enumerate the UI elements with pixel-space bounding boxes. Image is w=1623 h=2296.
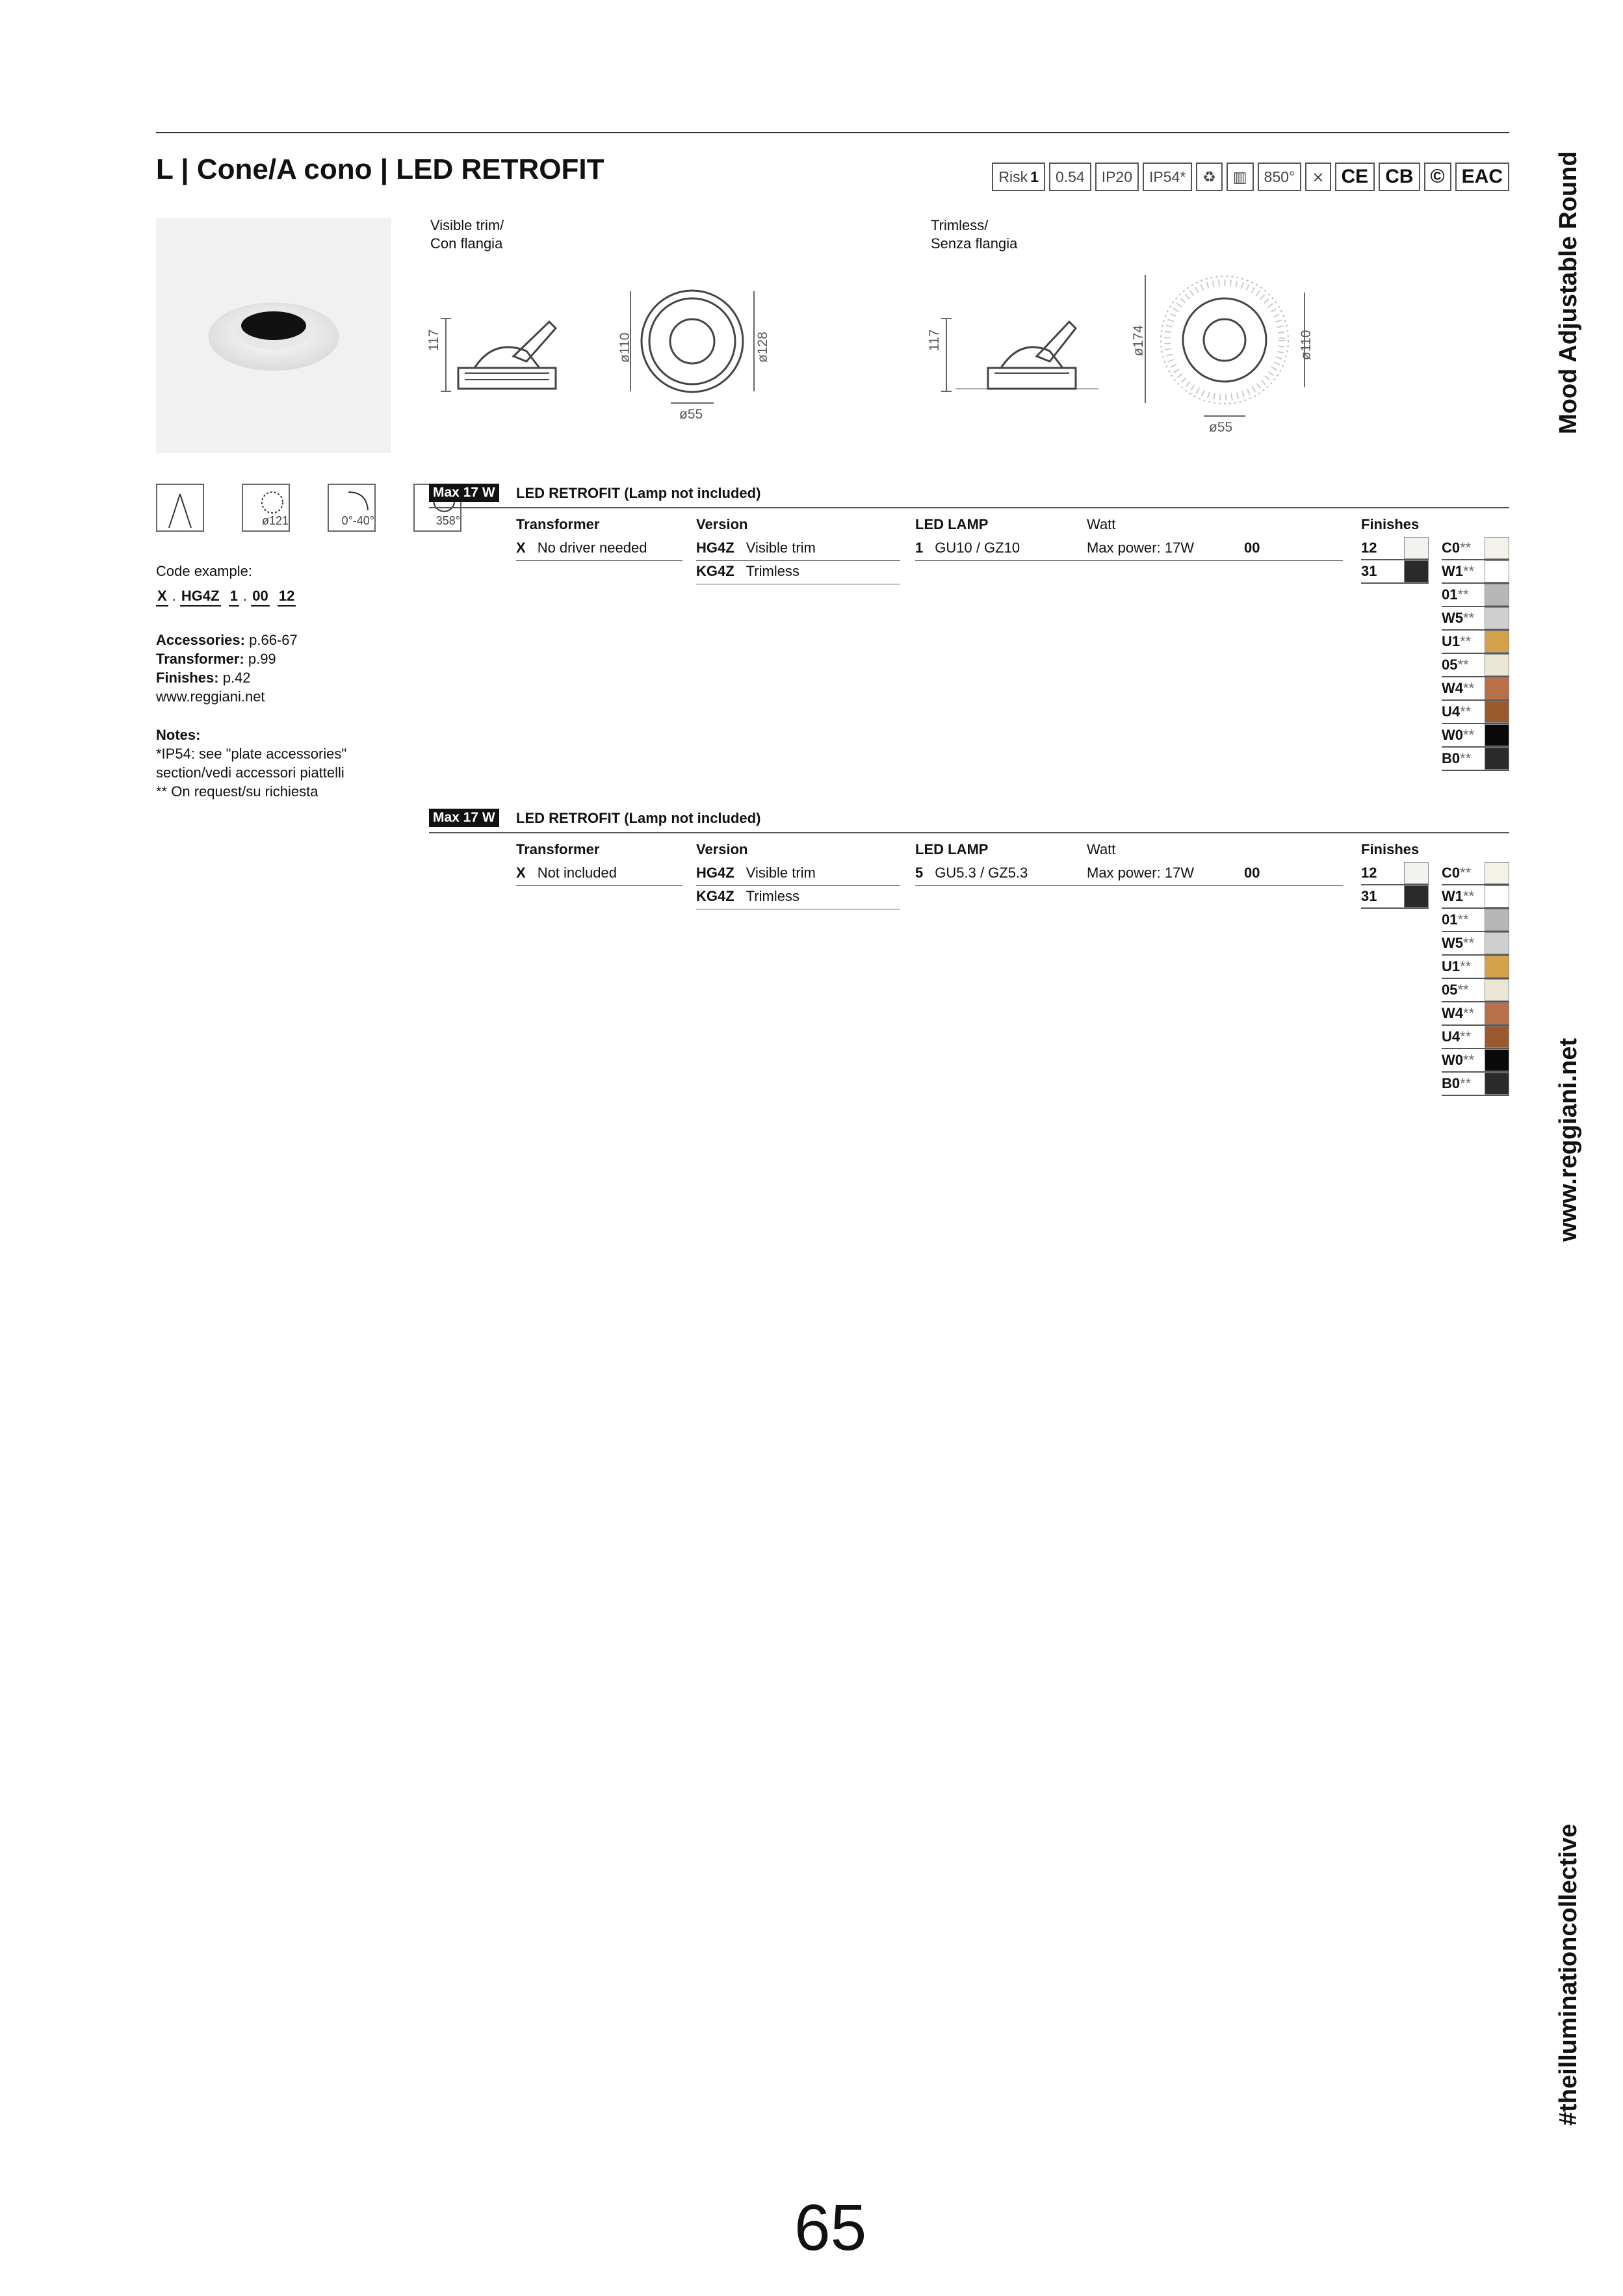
on-request-mark: ** (1457, 982, 1469, 998)
transformer-code: X (516, 865, 526, 881)
finish-code-text: U1 (1442, 958, 1461, 974)
code-part: 00 (251, 586, 269, 607)
optional-finish-swatch (1485, 885, 1509, 907)
optional-finish-swatch (1485, 631, 1509, 653)
version-cell (696, 540, 816, 556)
product-photo (156, 218, 391, 453)
cert-badge-text: © (1430, 166, 1445, 187)
watt-cell: Max power: 17W (1087, 865, 1195, 881)
col-finishes: Finishes (1361, 841, 1420, 857)
cert-badge (1305, 163, 1331, 191)
version-cell (696, 888, 799, 905)
lamp-code: 1 (915, 540, 924, 556)
trimless-inner-dim: ø110 (1299, 330, 1314, 360)
finish-code-text: 05 (1442, 982, 1458, 998)
note-ip54-2: section/vedi accessori piattelli (156, 764, 344, 781)
on-request-mark: ** (1463, 680, 1475, 696)
finish-code-text: W1 (1442, 888, 1463, 904)
on-request-mark: ** (1463, 727, 1475, 743)
cert-badge-text: CE (1341, 166, 1369, 187)
on-request-mark: ** (1460, 750, 1472, 766)
optional-finish-row (1442, 885, 1509, 909)
optional-finish-code (1442, 982, 1485, 998)
finish-code-text: W1 (1442, 563, 1463, 579)
optional-finish-code (1442, 1075, 1485, 1092)
on-request-mark: ** (1460, 1075, 1472, 1091)
cert-badge-text: ▥ (1232, 168, 1247, 185)
optional-finish-code (1442, 657, 1485, 673)
col-transformer: Transformer (516, 516, 600, 532)
finish-code-text: 01 (1442, 911, 1458, 928)
on-request-mark: ** (1463, 1005, 1475, 1021)
beam-icon (156, 484, 204, 532)
optional-finish-swatch (1485, 932, 1509, 954)
lamp-underline (915, 885, 1248, 886)
cert-badge (1455, 163, 1509, 191)
trimless-hole-dim: ø55 (1209, 420, 1233, 435)
optional-finish-code (1442, 1028, 1485, 1045)
section-title: LED RETROFIT (Lamp not included) (516, 810, 761, 826)
version-desc: Trimless (746, 888, 799, 904)
optional-finish-row (1442, 932, 1509, 956)
website-link[interactable]: www.reggiani.net (156, 688, 265, 705)
optional-finish-row (1442, 862, 1509, 885)
optional-finish-swatch (1485, 537, 1509, 559)
optional-finish-code (1442, 680, 1485, 697)
optional-finish-swatch (1485, 909, 1509, 931)
transformer-underline (516, 885, 682, 886)
transformer-label: Transformer: (156, 651, 244, 667)
optional-finish-row (1442, 701, 1509, 724)
optional-finish-code (1442, 563, 1485, 580)
version-code: HG4Z (696, 540, 734, 556)
std-finish-code: 12 (1361, 865, 1377, 881)
finish-code-text: 01 (1442, 586, 1458, 603)
cert-badge-text: ♻ (1202, 168, 1216, 185)
on-request-mark: ** (1463, 1052, 1475, 1068)
section-title: LED RETROFIT (Lamp not included) (516, 485, 761, 501)
cert-badge (1424, 163, 1451, 191)
optional-finish-code (1442, 865, 1485, 881)
lamp-underline (915, 560, 1248, 561)
finish-code-text: W0 (1442, 1052, 1463, 1068)
finish-code-text: U4 (1442, 1028, 1461, 1045)
visible-inner-dim: ø110 (617, 332, 632, 363)
optional-finish-swatch (1485, 1026, 1509, 1048)
version-code: KG4Z (696, 888, 734, 904)
visible-trim-label: Visible trim/ Con flangia (430, 217, 504, 252)
optional-finish-code (1442, 703, 1485, 720)
optional-finish-row (1442, 654, 1509, 677)
lamp-cell (915, 865, 1028, 881)
transformer-cell (516, 540, 647, 556)
cert-badge-text: 850° (1264, 168, 1295, 185)
optional-finish-swatch (1485, 560, 1509, 582)
std-finish-row (1361, 885, 1429, 909)
optional-finish-row (1442, 677, 1509, 701)
std-finish-code: 12 (1361, 540, 1377, 556)
code-part: X (156, 586, 168, 607)
std-finish-row (1361, 560, 1429, 584)
cert-badge (1258, 163, 1302, 191)
rotation-label: 358° (435, 514, 460, 527)
finish-code-text: W4 (1442, 680, 1463, 696)
top-rule (156, 132, 1509, 133)
optional-finish-swatch (1485, 956, 1509, 978)
optional-finish-row (1442, 748, 1509, 771)
optional-finish-row (1442, 956, 1509, 979)
optional-finish-code (1442, 935, 1485, 952)
optional-finish-code (1442, 1005, 1485, 1022)
sidebar-product-name: Mood Adjustable Round (1555, 151, 1582, 434)
lamp-code: 5 (915, 865, 924, 881)
optional-finish-row (1442, 537, 1509, 560)
lamp-cell (915, 540, 1020, 556)
std-finish-code: 31 (1361, 888, 1377, 904)
note-on-request: ** On request/su richiesta (156, 783, 318, 800)
optional-finish-swatch (1485, 584, 1509, 606)
option-underline (1244, 885, 1343, 886)
on-request-mark: ** (1463, 563, 1475, 579)
optional-finish-code (1442, 1052, 1485, 1069)
optional-finish-swatch (1485, 1049, 1509, 1071)
lamp-desc: GU5.3 / GZ5.3 (935, 865, 1028, 881)
page-title: L | Cone/A cono | LED RETROFIT (156, 153, 604, 185)
cutout-label: ø121 (261, 514, 289, 527)
sidebar-website: www.reggiani.net (1555, 1037, 1582, 1242)
optional-finish-row (1442, 607, 1509, 631)
trimless-label: Trimless/ Senza flangia (931, 217, 1018, 252)
optional-finish-row (1442, 631, 1509, 654)
optional-finish-swatch (1485, 607, 1509, 629)
trimless-outer-dim: ø174 (1131, 325, 1146, 356)
finishes-value: p.42 (222, 670, 251, 686)
code-example: X . HG4Z 1 . 00 12 (156, 586, 300, 607)
finish-code-text: W5 (1442, 610, 1463, 626)
optional-finish-code (1442, 610, 1485, 627)
finish-code-text: W4 (1442, 1005, 1463, 1021)
on-request-mark: ** (1463, 610, 1475, 626)
std-finish-code: 31 (1361, 563, 1377, 579)
transformer-desc: No driver needed (537, 540, 647, 556)
on-request-mark: ** (1460, 865, 1472, 881)
cert-badge (1379, 163, 1420, 191)
transformer-underline (516, 560, 682, 561)
version-underline (696, 885, 900, 886)
on-request-mark: ** (1463, 888, 1475, 904)
max-power-badge: Max 17 W (429, 809, 499, 827)
cert-badge (1049, 163, 1091, 191)
optional-finish-row (1442, 1073, 1509, 1096)
col-version: Version (696, 516, 748, 532)
optional-finish-code (1442, 633, 1485, 650)
optional-finish-swatch (1485, 724, 1509, 746)
on-request-mark: ** (1460, 633, 1472, 649)
transformer-desc: Not included (537, 865, 617, 881)
optional-finish-row (1442, 724, 1509, 748)
on-request-mark: ** (1460, 703, 1472, 720)
finish-code-text: B0 (1442, 1075, 1461, 1091)
visible-trim-side-drawing (429, 306, 565, 400)
trimless-side-drawing (929, 306, 1105, 400)
finish-code-text: U1 (1442, 633, 1461, 649)
code-part: 1 (229, 586, 239, 607)
cert-badge-value: 1 (1030, 168, 1039, 185)
col-led-lamp: LED LAMP (915, 516, 989, 532)
version-desc: Trimless (746, 563, 799, 579)
visible-hole-dim: ø55 (679, 407, 703, 422)
cert-badge-text: Risk (998, 168, 1028, 185)
trimless-height-dim: 117 (927, 329, 942, 351)
accessories-value: p.66-67 (249, 632, 298, 648)
version-code: KG4Z (696, 563, 734, 579)
tilt-icon (328, 484, 376, 532)
optional-finish-code (1442, 888, 1485, 905)
cert-badge-text: EAC (1461, 166, 1503, 187)
optional-finish-row (1442, 1026, 1509, 1049)
optional-finish-code (1442, 911, 1485, 928)
reference-info (156, 631, 298, 706)
version-desc: Visible trim (746, 865, 816, 881)
visible-outer-dim: ø128 (755, 332, 770, 363)
optional-finish-code (1442, 540, 1485, 556)
cert-badge-text: 0.54 (1055, 168, 1085, 185)
cert-badge-text: IP54* (1149, 168, 1186, 185)
section-rule (429, 832, 1509, 833)
std-finish-row (1361, 862, 1429, 885)
col-version: Version (696, 841, 748, 857)
certification-badges (992, 163, 1509, 191)
code-example-label: Code example: (156, 563, 252, 579)
optional-finish-code (1442, 727, 1485, 744)
option-cell: 00 (1244, 540, 1260, 556)
transformer-code: X (516, 540, 526, 556)
col-led-lamp: LED LAMP (915, 841, 989, 857)
std-finish-swatch (1404, 862, 1429, 884)
cert-badge (1227, 163, 1254, 191)
accessories-label: Accessories: (156, 632, 245, 648)
note-ip54-1: *IP54: see "plate accessories" (156, 746, 347, 762)
finishes-label: Finishes: (156, 670, 219, 686)
max-power-badge: Max 17 W (429, 484, 499, 502)
optional-finish-row (1442, 560, 1509, 584)
optional-finish-swatch (1485, 654, 1509, 676)
on-request-mark: ** (1463, 935, 1475, 951)
finish-code-text: C0 (1442, 865, 1461, 881)
on-request-mark: ** (1457, 911, 1469, 928)
code-part: HG4Z (180, 586, 221, 607)
cert-badge-text: ⨯ (1312, 168, 1325, 185)
optional-finish-row (1442, 979, 1509, 1002)
finish-code-text: B0 (1442, 750, 1461, 766)
code-part: 12 (278, 586, 296, 607)
transformer-value: p.99 (248, 651, 276, 667)
version-desc: Visible trim (746, 540, 816, 556)
optional-finish-row (1442, 909, 1509, 932)
page-number: 65 (794, 2191, 867, 2264)
std-finish-swatch (1404, 885, 1429, 907)
col-watt: Watt (1087, 516, 1116, 532)
visible-trim-front-drawing (624, 280, 767, 413)
watt-cell: Max power: 17W (1087, 540, 1195, 556)
col-watt: Watt (1087, 841, 1116, 857)
notes (156, 725, 346, 801)
std-finish-swatch (1404, 560, 1429, 582)
finish-code-text: 05 (1442, 657, 1458, 673)
option-underline (1244, 560, 1343, 561)
optional-finish-swatch (1485, 677, 1509, 699)
finish-code-text: W5 (1442, 935, 1463, 951)
feature-icons (156, 484, 461, 532)
version-underline (696, 560, 900, 561)
cert-badge-text: IP20 (1101, 168, 1133, 185)
optional-finish-code (1442, 586, 1485, 603)
lamp-desc: GU10 / GZ10 (935, 540, 1020, 556)
notes-label: Notes: (156, 727, 201, 743)
finish-code-text: W0 (1442, 727, 1463, 743)
finish-code-text: C0 (1442, 540, 1461, 556)
section-rule (429, 507, 1509, 508)
on-request-mark: ** (1460, 1028, 1472, 1045)
cert-badge (992, 163, 1045, 191)
cert-badge (1335, 163, 1375, 191)
visible-height-dim: 117 (426, 329, 441, 351)
optional-finish-row (1442, 584, 1509, 607)
on-request-mark: ** (1457, 657, 1469, 673)
cert-badge (1095, 163, 1139, 191)
version-cell (696, 865, 816, 881)
transformer-cell (516, 865, 617, 881)
optional-finish-row (1442, 1049, 1509, 1073)
optional-finish-swatch (1485, 979, 1509, 1001)
version-cell (696, 563, 799, 580)
std-finish-row (1361, 537, 1429, 560)
on-request-mark: ** (1457, 586, 1469, 603)
on-request-mark: ** (1460, 958, 1472, 974)
sidebar-hashtag: #theilluminationcollective (1555, 1823, 1582, 2126)
tilt-label: 0°-40° (341, 514, 374, 527)
version-code: HG4Z (696, 865, 734, 881)
optional-finish-code (1442, 750, 1485, 767)
cert-badge (1196, 163, 1223, 191)
finish-code-text: U4 (1442, 703, 1461, 720)
optional-finish-swatch (1485, 862, 1509, 884)
optional-finish-row (1442, 1002, 1509, 1026)
col-finishes: Finishes (1361, 516, 1420, 532)
optional-finish-swatch (1485, 701, 1509, 723)
col-transformer: Transformer (516, 841, 600, 857)
cert-badge (1143, 163, 1192, 191)
trimless-front-drawing (1139, 270, 1321, 429)
optional-finish-swatch (1485, 1002, 1509, 1024)
cert-badge-text: CB (1385, 166, 1414, 187)
std-finish-swatch (1404, 537, 1429, 559)
on-request-mark: ** (1460, 540, 1472, 556)
optional-finish-swatch (1485, 748, 1509, 770)
cutout-icon (242, 484, 290, 532)
optional-finish-code (1442, 958, 1485, 975)
optional-finish-swatch (1485, 1073, 1509, 1095)
option-cell: 00 (1244, 865, 1260, 881)
